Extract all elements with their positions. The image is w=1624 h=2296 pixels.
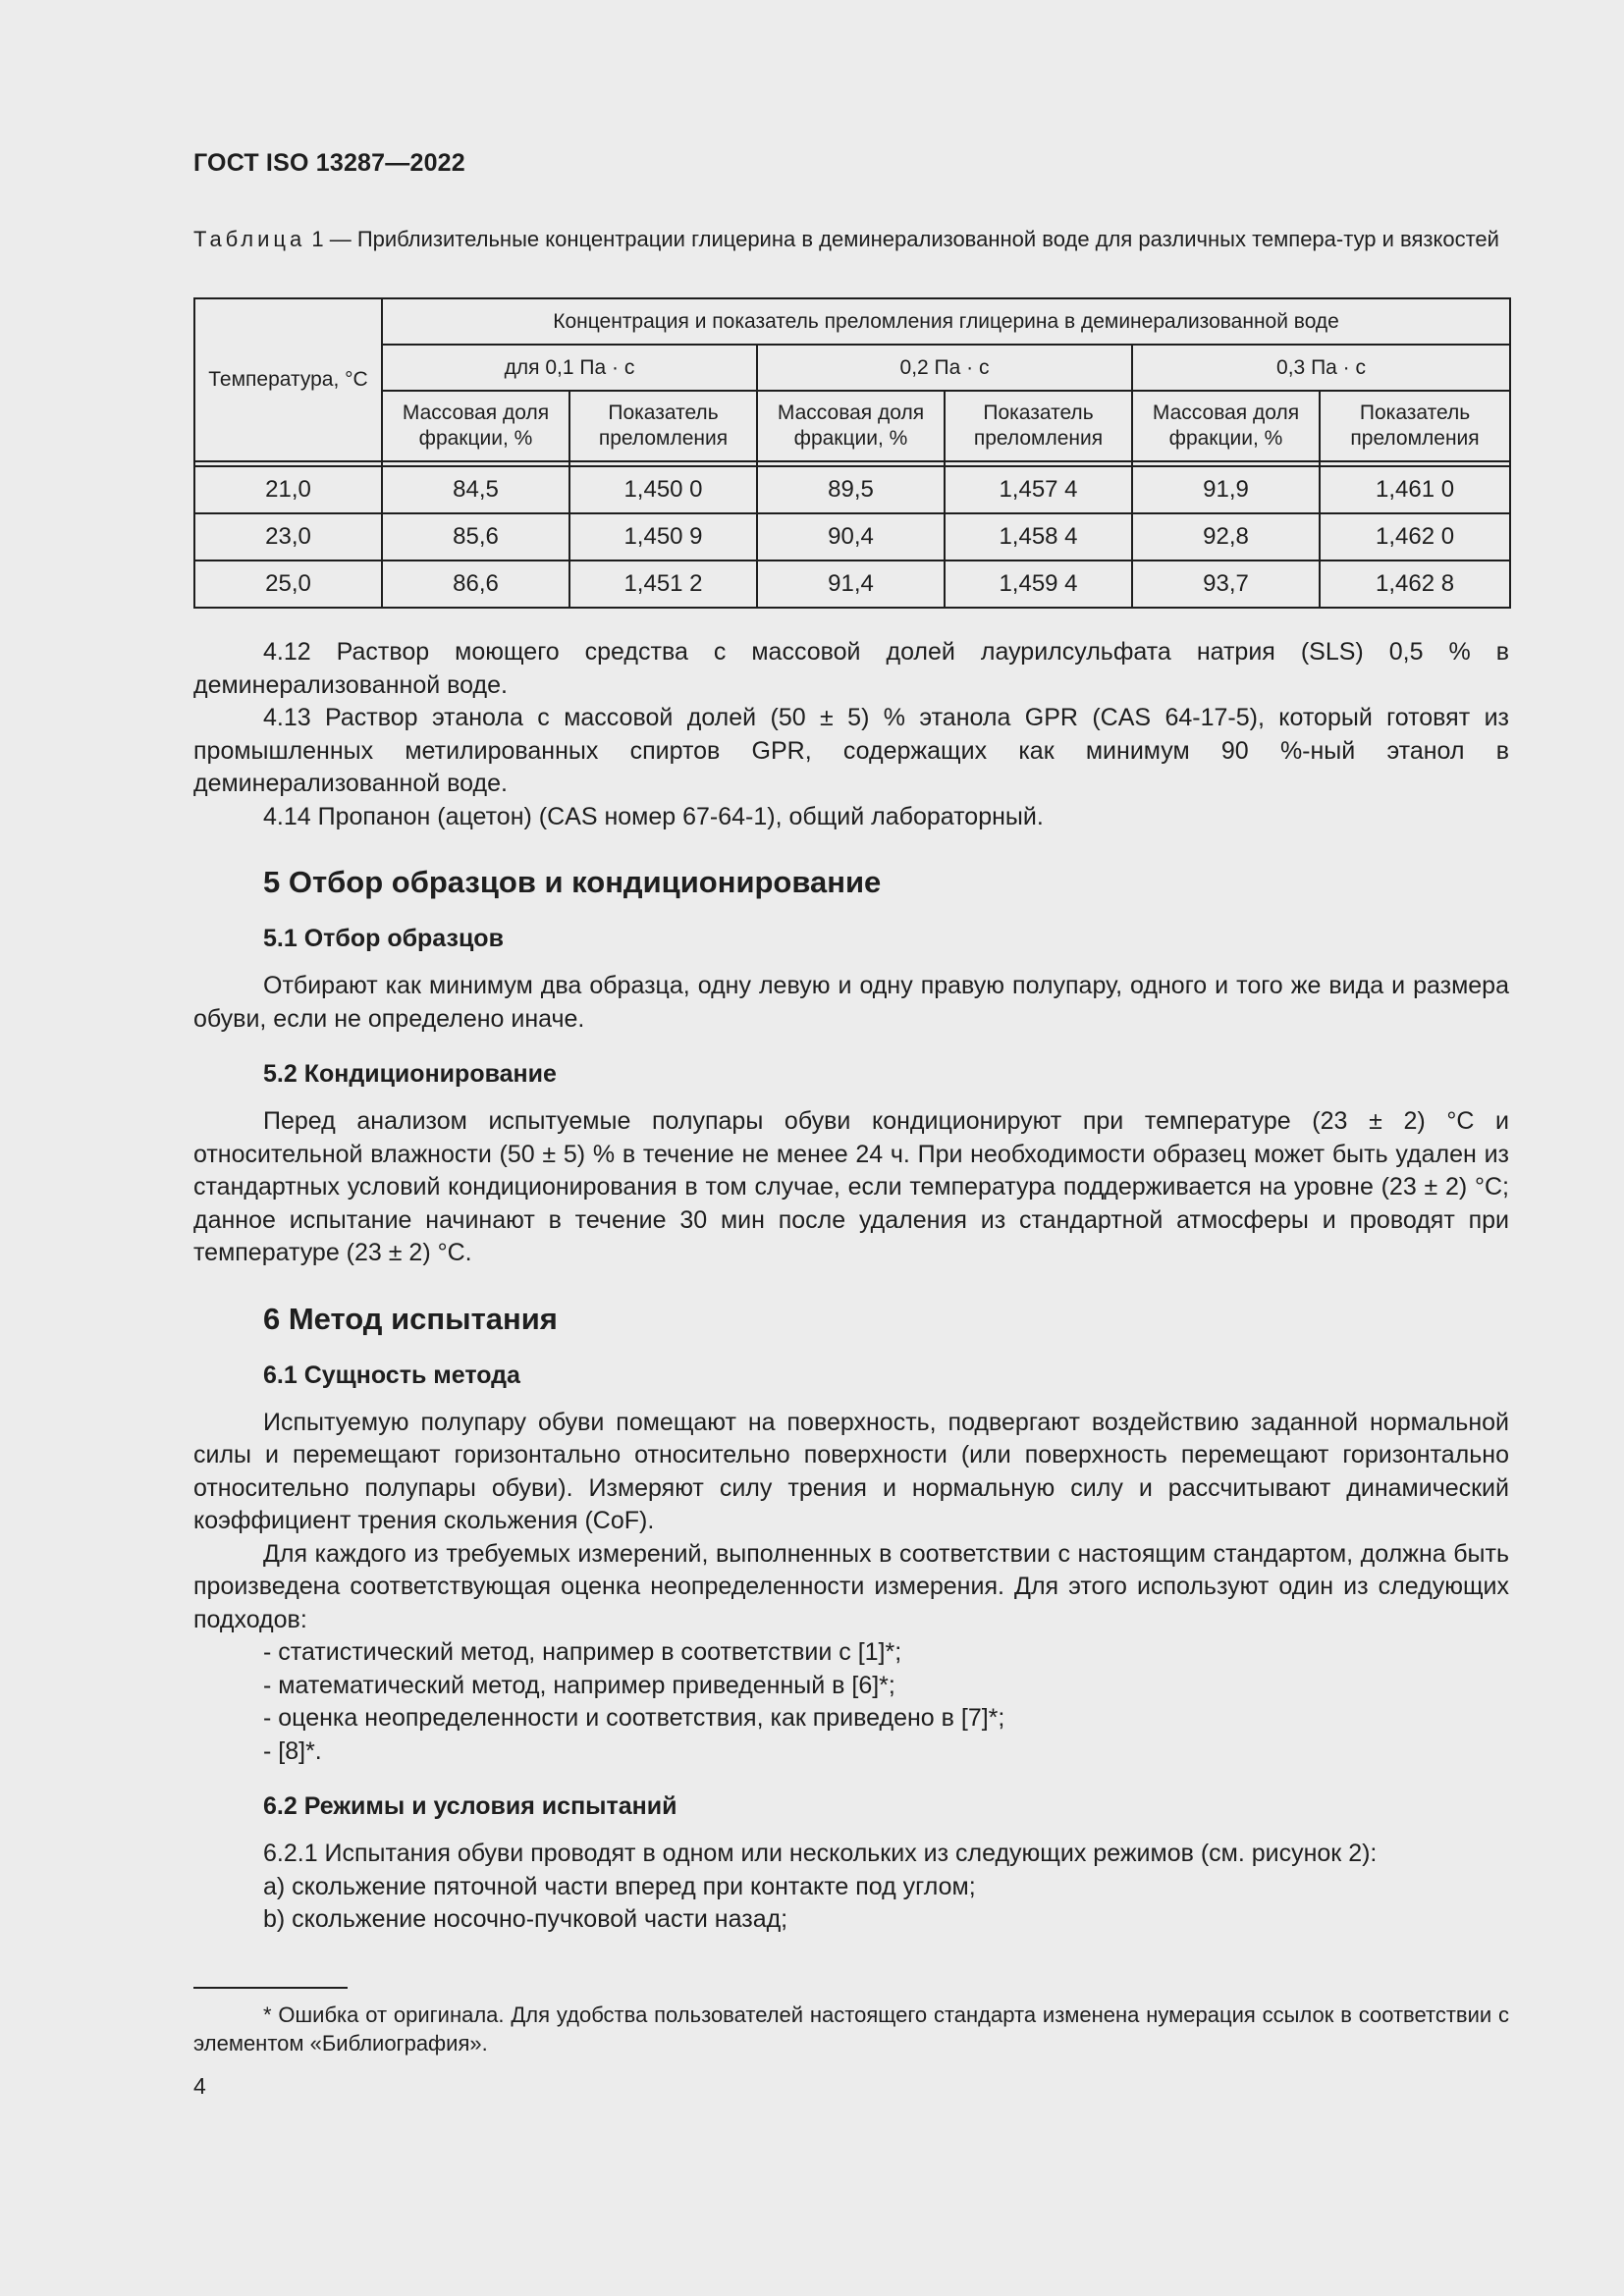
paragraph-4-12: 4.12 Раствор моющего средства с массовой долей лаурилсульфата натрия (SLS) 0,5 % в деминерализованной воде. (193, 638, 1509, 699)
paragraph-6-1-a: Испытуемую полупару обуви помещают на поверхность, подвергают воздействию заданной нормальной силы и перемещают горизонтально относительно поверхности (или поверхность перемещают горизонтально относительно полупары обуви). Измеряют силу трения и нормальную силу и рассчитывают динамический коэффициент трения скольжения (CoF). (193, 1408, 1509, 1534)
table-cell: 90,4 (757, 513, 945, 561)
table-cell: 91,9 (1132, 466, 1320, 513)
section-5-1-heading: 5.1 Отбор образцов (263, 925, 504, 952)
list-item: - статистический метод, например в соответствии с [1]*; (263, 1638, 902, 1666)
table-row (194, 466, 1510, 513)
table-cell: 1,462 0 (1320, 513, 1510, 561)
list-item: - [8]*. (263, 1736, 322, 1765)
table-cell: 1,461 0 (1320, 466, 1510, 513)
footnote (193, 2001, 1509, 2057)
header-viscosity-0-3: 0,3 Па · с (1132, 345, 1510, 391)
document-header: ГОСТ ISO 13287—2022 (193, 149, 465, 177)
header-concentration: Концентрация и показатель преломления глицерина в деминерализованной воде (382, 298, 1510, 345)
table-row (194, 513, 1510, 561)
column-header-index: Показатель преломления (945, 391, 1132, 461)
paragraph-4-13: 4.13 Раствор этанола с массовой долей (50 ± 5) % этанола GPR (CAS 64-17-5), который готовят из промышленных метилированных спиртов GPR, содержащих как минимум 90 %-ный этанол в деминерализованной воде. (193, 704, 1509, 797)
paragraph-5-2: Перед анализом испытуемые полупары обуви кондиционируют при температуре (23 ± 2) °С и относительной влажности (50 ± 5) % в течение не менее 24 ч. При необходимости образец может быть удален из стандартных условий кондиционирования в том случае, если температура поддерживается на уровне (23 ± 2) °С; данное испытание начинают в течение 30 мин после удаления из стандартной атмосферы и проводят при температуре (23 ± 2) °С. (193, 1107, 1509, 1266)
table-cell: 91,4 (757, 561, 945, 608)
table-caption-text: 1 — Приблизительные концентрации глицерина в деминерализованной воде для различных темпера-тур и вязкостей (305, 227, 1499, 251)
table-cell: 93,7 (1132, 561, 1320, 608)
table-cell: 1,451 2 (569, 561, 757, 608)
table-row (194, 561, 1510, 608)
document-body (193, 636, 1509, 1937)
table-cell: 21,0 (194, 466, 382, 513)
column-header-index: Показатель преломления (569, 391, 757, 461)
list-item: b) скольжение носочно-пучковой части назад; (263, 1905, 788, 1933)
table-cell: 89,5 (757, 466, 945, 513)
table-cell: 1,462 8 (1320, 561, 1510, 608)
table-cell: 25,0 (194, 561, 382, 608)
list-item: a) скольжение пяточной части вперед при контакте под углом; (263, 1872, 976, 1900)
table-cell: 84,5 (382, 466, 569, 513)
header-viscosity-0-2: 0,2 Па · с (757, 345, 1132, 391)
column-header-mass: Массовая доля фракции, % (1132, 391, 1320, 461)
table-caption-label: Таблица (193, 227, 306, 251)
list-item: - оценка неопределенности и соответствия, как приведено в [7]*; (263, 1704, 1005, 1732)
table-cell: 23,0 (194, 513, 382, 561)
table-cell: 1,450 9 (569, 513, 757, 561)
section-6-1-heading: 6.1 Сущность метода (263, 1361, 520, 1389)
page-number: 4 (193, 2073, 206, 2099)
paragraph-6-1-b: Для каждого из требуемых измерений, выполненных в соответствии с настоящим стандартом, должна быть произведена соответствующая оценка неопределенности измерения. Для этого используют один из следующих подходов: (193, 1539, 1509, 1633)
table-cell: 1,458 4 (945, 513, 1132, 561)
table-cell: 1,457 4 (945, 466, 1132, 513)
paragraph-5-1: Отбирают как минимум два образца, одну левую и одну правую полупару, одного и того же вида и размера обуви, если не определено иначе. (193, 972, 1509, 1033)
paragraph-4-14: 4.14 Пропанон (ацетон) (CAS номер 67-64-1), общий лабораторный. (263, 802, 1044, 830)
section-6-heading: 6 Метод испытания (263, 1301, 558, 1336)
column-header-mass: Массовая доля фракции, % (757, 391, 945, 461)
column-header-mass: Массовая доля фракции, % (382, 391, 569, 461)
section-5-heading: 5 Отбор образцов и кондиционирование (263, 865, 882, 899)
column-header-index: Показатель преломления (1320, 391, 1510, 461)
table-caption (193, 224, 1509, 254)
header-viscosity-0-1: для 0,1 Па · с (382, 345, 757, 391)
table-cell: 85,6 (382, 513, 569, 561)
list-item: - математический метод, например приведенный в [6]*; (263, 1671, 895, 1699)
section-5-2-heading: 5.2 Кондиционирование (263, 1060, 557, 1088)
header-temperature: Температура, °С (194, 298, 382, 461)
table-cell: 1,450 0 (569, 466, 757, 513)
section-6-2-heading: 6.2 Режимы и условия испытаний (263, 1792, 677, 1820)
footnote-divider (193, 1987, 348, 1989)
glycerin-table (193, 297, 1511, 609)
table-cell: 1,459 4 (945, 561, 1132, 608)
paragraph-6-2-1: 6.2.1 Испытания обуви проводят в одном или нескольких из следующих режимов (см. рисунок 2): (263, 1840, 1378, 1867)
footnote-text: * Ошибка от оригинала. Для удобства пользователей настоящего стандарта изменена нумерация ссылок в соответствии с элементом «Библиография». (193, 2002, 1509, 2056)
table-cell: 92,8 (1132, 513, 1320, 561)
table-cell: 86,6 (382, 561, 569, 608)
